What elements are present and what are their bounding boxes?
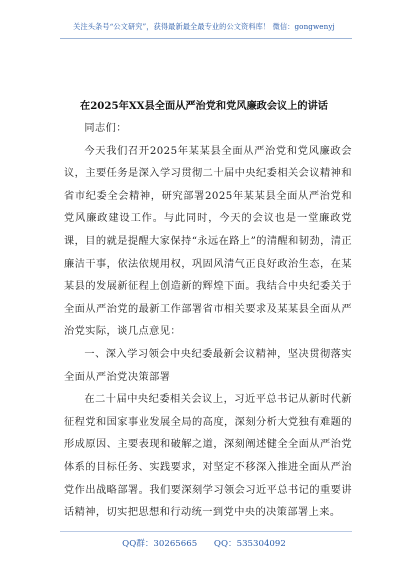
footer-divider xyxy=(60,531,352,532)
document-body xyxy=(64,118,352,525)
footer-qq-number: QQ：535304092 xyxy=(213,539,286,549)
header-divider xyxy=(60,38,352,39)
intro-paragraph: 今天我们召开2025年某某县全面从严治党和党风廉政会议，主要任务是深入学习贯彻二十届中央纪委相关会议精神和省市纪委全会精神，研究部署2025年某某县全面从严治党和党风廉政建设工作。与此同时，今天的会议也是一堂廉政党课，目的就是提醒大家保持“永远在路上”的清醒和韧劲，清正廉洁干事，依法依规用权，巩固风清气正良好政治生态，在某某县的发展新征程上创造新的辉煌下面。我结合中央纪委关于全面从严治党的最新工作部署省市相关要求及某某县全面从严治党实际，谈几点意见： xyxy=(64,145,352,338)
section-heading: 一、深入学习领会中央纪委最新会议精神，坚决贯彻落实全面从严治党决策部署 xyxy=(64,348,352,383)
header-banner: 关注头条号“公文研究”，获得最新最全最专业的公文资料库！ 微信：gongwenyj xyxy=(73,22,335,31)
greeting: 同志们： xyxy=(84,123,127,134)
footer-qq-group: QQ群：30265665 xyxy=(122,539,198,549)
footer xyxy=(0,537,408,549)
section-paragraph: 在二十届中央纪委相关会议上，习近平总书记从新时代新征程党和国家事业发展全局的高度，深刻分析大党独有难题的形成原因、主要表现和破解之道，深刻阐述健全全面从严治党体系的目标任务、实践要求，对坚定不移深入推进全面从严治党作出战略部署。我们要深刻学习领会习近平总书记的重要讲话精神，切实把思想和行动统一到党中央的决策部署上来。 xyxy=(64,394,352,519)
document-title: 在2025年XX县全面从严治党和党风廉政会议上的讲话 xyxy=(80,100,328,112)
